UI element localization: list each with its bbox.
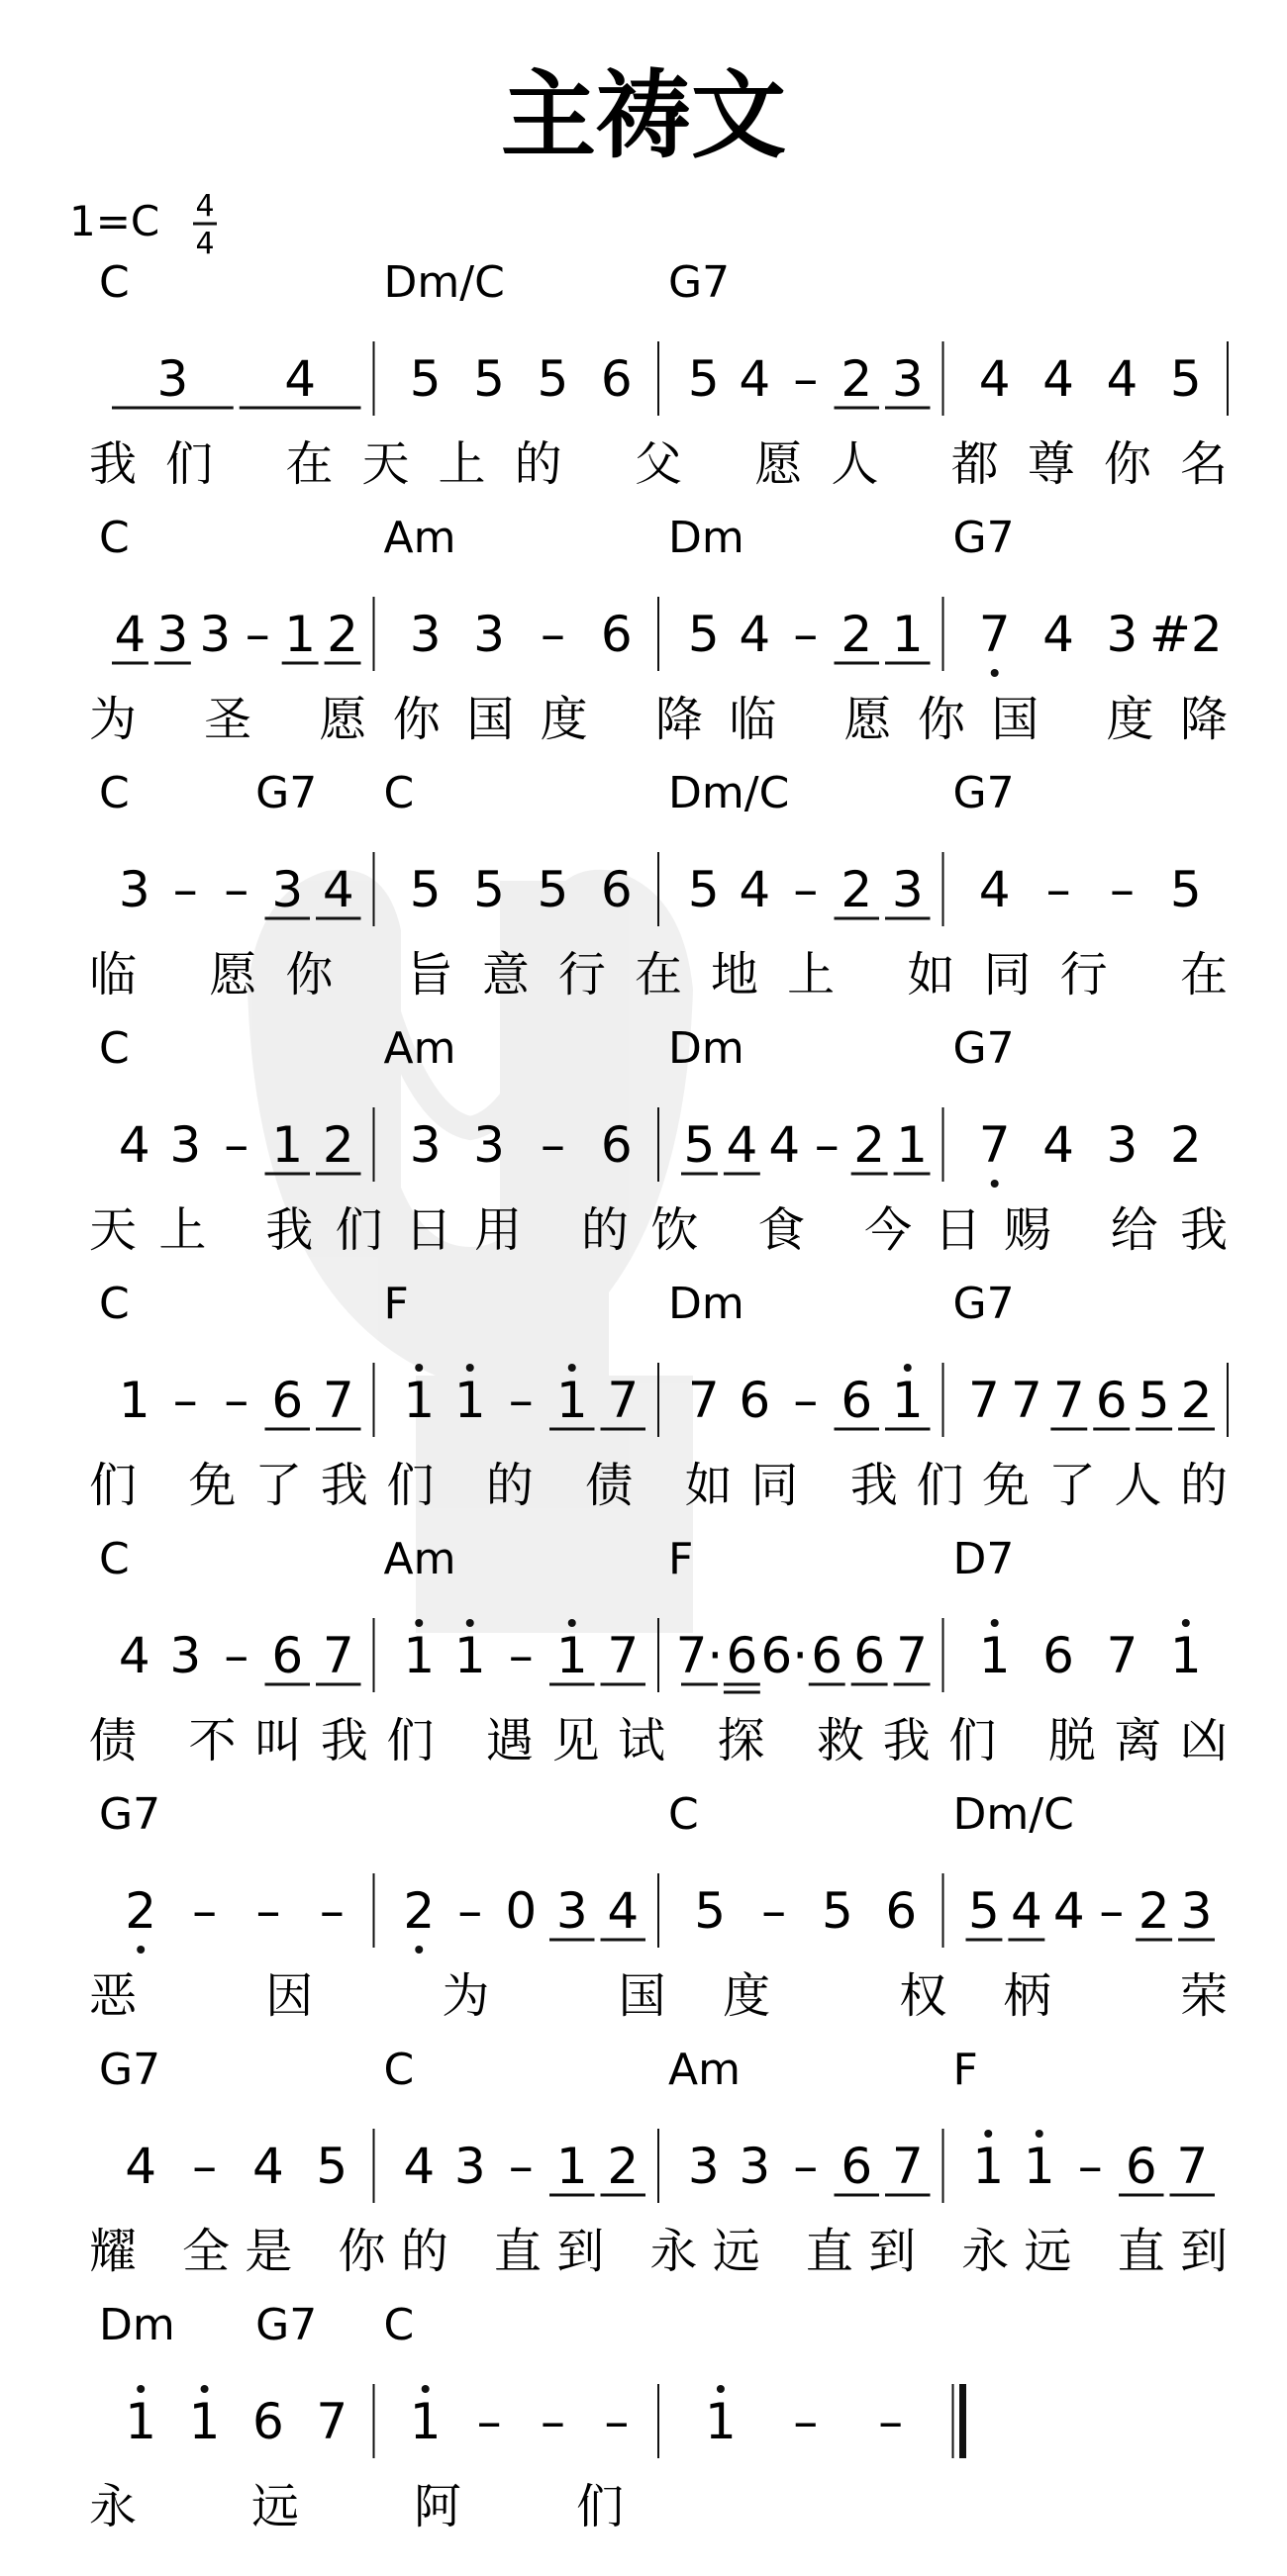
note: 6 [600,350,633,408]
note: 1 [972,2138,1005,2195]
note: – [793,606,819,663]
note: – [604,2393,630,2450]
chord-label: C [99,1023,130,1074]
octave-dot-down [137,1946,145,1954]
chord-label: Dm [99,2300,175,2350]
chord-label: Am [668,2045,741,2095]
octave-dot-up [991,1619,999,1627]
note: 6· [760,1627,809,1684]
lyric-line: 恶 因 为 国度 权柄 荣 [89,1968,1228,2024]
score-row [89,1789,1228,2024]
note: 4 [726,1116,758,1174]
octave-dot-up [415,1619,423,1627]
chord-label: C [99,257,130,308]
note: 5 [473,861,505,918]
octave-dot-up [466,1619,474,1627]
note: 2 [403,1882,436,1940]
note: 6 [600,861,633,918]
note: 3 [891,861,924,918]
chord-label: C [99,1279,130,1329]
note: 1 [896,1116,928,1174]
note: 1 [453,1372,486,1429]
lyric-line: 永 远 阿 们 [89,2479,624,2534]
note: 4 [1042,1116,1074,1174]
note: 5 [687,606,720,663]
note: 7 [978,1116,1011,1174]
score-row [89,2300,963,2534]
octave-dot-up [904,1364,912,1372]
chord-label: C [668,1789,699,1840]
note: 3 [473,606,505,663]
chord-label: C [383,768,415,818]
note: 5 [1169,861,1202,918]
octave-dot-up [137,2385,145,2393]
chord-label: F [383,1279,409,1329]
note: – [793,2393,819,2450]
note: 5 [537,861,569,918]
note: – [1099,1882,1125,1940]
note: 4 [1106,350,1138,408]
note: – [172,861,198,918]
lyric-line: 临 愿你 旨意行在地上 如同行 在 [89,947,1228,1002]
chord-label: G7 [99,1789,161,1840]
note: 3 [555,1882,588,1940]
note: 3 [271,861,304,918]
note: – [224,1627,249,1684]
note: 1 [118,1372,150,1429]
note: 4 [252,2138,284,2195]
note: 3 [1180,1882,1213,1940]
note: – [540,2393,565,2450]
note: 2 [1169,1116,1202,1174]
note: 3 [739,2138,771,2195]
note: – [192,2138,218,2195]
note: 1 [453,1627,486,1684]
note: 5 [1169,350,1202,408]
octave-dot-down [415,1946,423,1954]
note: 4 [114,606,147,663]
score-body [89,257,1228,2534]
note: – [319,1882,345,1940]
note: 4 [739,350,771,408]
note: 6 [1125,2138,1157,2195]
note: 5 [316,2138,348,2195]
note: 1 [1169,1627,1202,1684]
note: 4 [322,861,354,918]
note: 1 [284,606,317,663]
chord-label: G7 [952,768,1015,818]
octave-dot-up [422,2385,430,2393]
lyric-line: 债 不叫我们 遇见试 探 救我们 脱离凶 [89,1713,1228,1768]
note: 2 [327,606,358,663]
note: 7 [607,1372,640,1429]
note: 1 [409,2393,442,2450]
note: 5 [687,350,720,408]
note: 6 [811,1627,843,1684]
note: 3 [453,2138,486,2195]
note: #2 [1148,606,1223,663]
note: 1 [403,1372,436,1429]
note: – [793,2138,819,2195]
score-row [89,2045,1228,2279]
octave-dot-down [991,1180,999,1188]
note: 2 [841,861,873,918]
note: 7 [896,1627,928,1684]
octave-dot-up [415,1364,423,1372]
note: 1 [705,2393,737,2450]
note: 3 [199,606,232,663]
note: 1 [188,2393,221,2450]
note: 1 [891,1372,924,1429]
note: 4 [284,350,317,408]
chord-label: C [99,1534,130,1584]
note: 2 [322,1116,354,1174]
note: 4 [125,2138,157,2195]
chord-label: Dm [668,513,744,563]
chord-label: Am [383,513,456,563]
note: 7 [1010,1372,1042,1429]
note: 6 [739,1372,771,1429]
chord-label: G7 [668,257,731,308]
note: 5 [473,350,505,408]
note: 4 [118,1116,150,1174]
note: 1 [125,2393,157,2450]
octave-dot-up [1036,2130,1043,2138]
note: 2 [607,2138,640,2195]
note: 7 [607,1627,640,1684]
note: – [245,606,270,663]
note: 2 [841,606,873,663]
chord-label: G7 [952,1279,1015,1329]
chord-label: D7 [952,1534,1015,1584]
lyric-line: 为 圣 愿你国度 降临 愿你国 度降 [89,692,1228,747]
note: 6 [885,1882,918,1940]
note: 5 [687,861,720,918]
note: 6 [1095,1372,1128,1429]
note: 6 [600,1116,633,1174]
note: – [255,1882,281,1940]
score-row [89,513,1228,747]
chord-label: C [383,2045,415,2095]
note: – [814,1116,840,1174]
note: 7 [322,1372,354,1429]
note: 2 [841,350,873,408]
note: – [457,1882,483,1940]
note: 5 [409,861,442,918]
note: 1 [978,1627,1011,1684]
octave-dot-up [984,2130,992,2138]
note: 7 [891,2138,924,2195]
note: 7 [968,1372,1000,1429]
note: 4 [1042,606,1074,663]
note: – [224,1372,249,1429]
score-row [89,257,1228,492]
chord-label: Dm/C [668,768,790,818]
chord-label: G7 [255,2300,318,2350]
note: 6 [1042,1627,1074,1684]
note: 3 [118,861,150,918]
note: 3 [409,606,442,663]
chord-label: Am [383,1023,456,1074]
note: 4 [403,2138,436,2195]
note: – [540,1116,565,1174]
octave-dot-up [466,1364,474,1372]
note: 2 [853,1116,886,1174]
note: 0 [505,1882,538,1940]
chord-label: G7 [99,2045,161,2095]
octave-dot-up [201,2385,209,2393]
note: 1 [891,606,924,663]
note: 4 [768,1116,801,1174]
note: 6 [252,2393,284,2450]
note: 4 [1052,1882,1085,1940]
note: 6 [841,2138,873,2195]
note: – [793,350,819,408]
note: 5 [968,1882,1000,1940]
chord-label: F [668,1534,694,1584]
note: 3 [169,1627,202,1684]
chord-label: G7 [952,1023,1015,1074]
octave-dot-up [717,2385,725,2393]
note: 5 [537,350,569,408]
note: – [540,606,565,663]
note: – [761,1882,787,1940]
lyric-line: 我们 在天上的 父 愿人 都尊你名 [89,436,1228,492]
note: 3 [169,1116,202,1174]
chord-label: F [952,2045,978,2095]
note: – [224,861,249,918]
note: 4 [739,861,771,918]
note: 4 [978,861,1011,918]
note: 7 [687,1372,720,1429]
chord-label: Am [383,1534,456,1584]
note: – [508,1372,534,1429]
note: – [793,861,819,918]
note: – [878,2393,904,2450]
chord-label: G7 [255,768,318,818]
octave-dot-up [568,1364,576,1372]
note: 3 [891,350,924,408]
note: 6 [726,1627,758,1684]
chord-label: C [99,768,130,818]
note: 5 [409,350,442,408]
note: 5 [822,1882,853,1940]
note: 7 [1176,2138,1209,2195]
note: – [793,1372,819,1429]
song-title: 主祷文 [501,60,786,171]
note: – [476,2393,502,2450]
note: – [1045,861,1071,918]
chord-label: C [99,513,130,563]
octave-dot-up [568,1619,576,1627]
chord-label: G7 [952,513,1015,563]
note: 2 [125,1882,157,1940]
note: 3 [409,1116,442,1174]
note: 4 [1042,350,1074,408]
note: 7 [978,606,1011,663]
lyric-line: 们 免了我们 的 债 如同 我们免了人的 [89,1458,1228,1513]
note: 2 [1138,1882,1170,1940]
note: 4 [1010,1882,1042,1940]
note: 3 [156,350,189,408]
note: 3 [687,2138,720,2195]
note: 7 [316,2393,348,2450]
note: – [508,2138,534,2195]
note: 7 [1106,1627,1138,1684]
note: 3 [473,1116,505,1174]
octave-dot-down [991,669,999,677]
note: 3 [1106,1116,1138,1174]
note: 3 [156,606,189,663]
note: 7 [322,1627,354,1684]
lyric-line: 耀 全是 你的 直到 永远 直到 永远 直到 [89,2224,1229,2279]
note: 6 [600,606,633,663]
note: – [224,1116,249,1174]
note: 6 [853,1627,886,1684]
note: 1 [555,1372,588,1429]
chord-label: Dm/C [383,257,505,308]
time-signature-top: 4 [195,189,215,224]
time-signature-bottom: 4 [195,227,215,261]
note: 4 [607,1882,640,1940]
note: 6 [271,1372,304,1429]
note: 1 [1023,2138,1055,2195]
note: – [508,1627,534,1684]
note: 4 [978,350,1011,408]
chord-label: Dm [668,1279,744,1329]
note: 1 [555,2138,588,2195]
note: 7 [1052,1372,1085,1429]
octave-dot-up [1182,1619,1190,1627]
note: 1 [555,1627,588,1684]
note: – [172,1372,198,1429]
note: 4 [118,1627,150,1684]
note: 4 [739,606,771,663]
note: 5 [683,1116,716,1174]
note: 2 [1180,1372,1213,1429]
note: 6 [271,1627,304,1684]
lyric-line: 天上 我们日用 的饮 食 今日赐 给我 [89,1202,1228,1258]
chord-label: C [383,2300,415,2350]
note: – [1077,2138,1103,2195]
chord-label: Dm/C [952,1789,1074,1840]
note: 6 [841,1372,873,1429]
note: 5 [1138,1372,1170,1429]
note: 1 [271,1116,304,1174]
note: – [1109,861,1135,918]
chord-label: Dm [668,1023,744,1074]
note: 1 [403,1627,436,1684]
note: 7· [675,1627,724,1684]
note: 3 [1106,606,1138,663]
score-row [89,1279,1228,1513]
key-signature: 1=C [69,197,160,245]
note: – [192,1882,218,1940]
note: 5 [694,1882,727,1940]
